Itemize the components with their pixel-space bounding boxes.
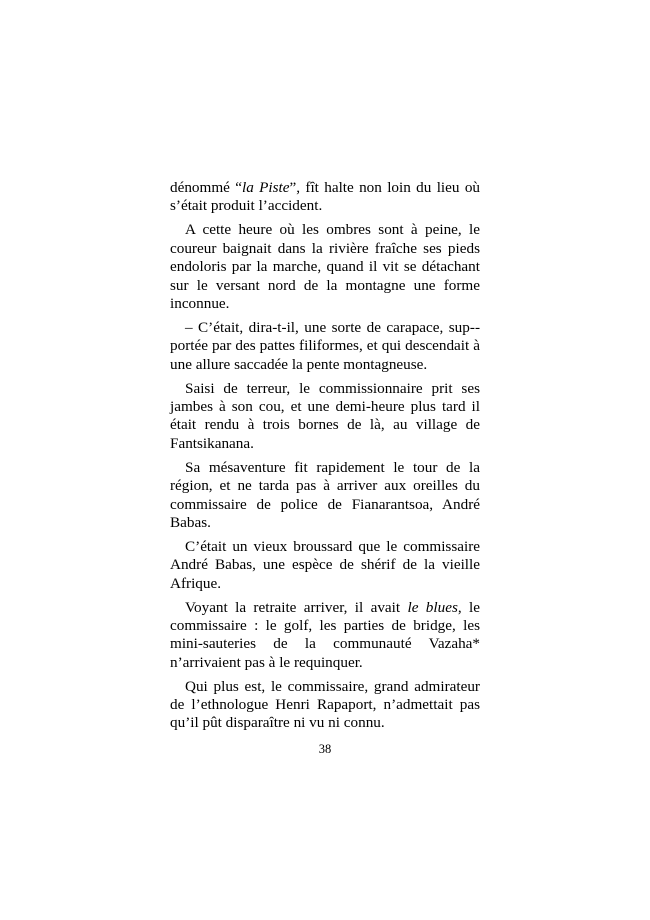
paragraph [170,599,480,673]
text-segment: Qui plus est, le commissaire, grand admirateur de l’ethnologue Henri Rapaport, n’admettait pas qu’il pût disparaître ni vu ni connu. [170,677,480,732]
paragraph [170,380,480,454]
text-segment: , le commissaire : le golf, les parties de bridge, les mini-sauteries de la communauté Vazaha* n’arrivaient pas à le requinquer. [170,598,480,671]
text-segment: Voyant la retraite arriver, il avait [185,598,408,616]
paragraph [170,538,480,593]
paragraph [170,678,480,733]
paragraph [170,221,480,313]
italic-text: le blues [407,598,458,616]
paragraph [170,319,480,374]
text-segment: Sa mésaventure fit rapidement le tour de la région, et ne tarda pas à arriver aux oreilles du commissaire de police de Fianarantsoa, André Babas. [170,458,480,531]
paragraph [170,179,480,216]
text-segment: C’était un vieux broussard que le commissaire André Babas, une espèce de shérif de la vieille Afrique. [170,537,480,592]
text-segment: ”, fît halte non loin du lieu où s’était produit l’accident. [170,179,481,215]
paragraph [170,459,480,533]
text-segment: A cette heure où les ombres sont à peine, le coureur baignait dans la rivière fraîche ses pieds endoloris par la marche, quand il vit se détachant sur le versant nord de la montagne une forme inconnue. [170,221,480,312]
body-text [170,179,480,738]
text-segment: – C’était, dira-t-il, une sorte de carapace, sup-portée par des pattes filiformes, et qui descendait à une allure saccadée la pente montagneuse. [170,318,480,373]
page-number: 38 [318,742,332,756]
text-segment: dénommé “ [170,179,242,196]
italic-text: la Piste [241,179,290,196]
text-segment: Saisi de terreur, le commissionnaire prit ses jambes à son cou, et une demi-heure plus tard il était rendu à trois bornes de là, au village de Fantsikanana. [170,379,480,452]
